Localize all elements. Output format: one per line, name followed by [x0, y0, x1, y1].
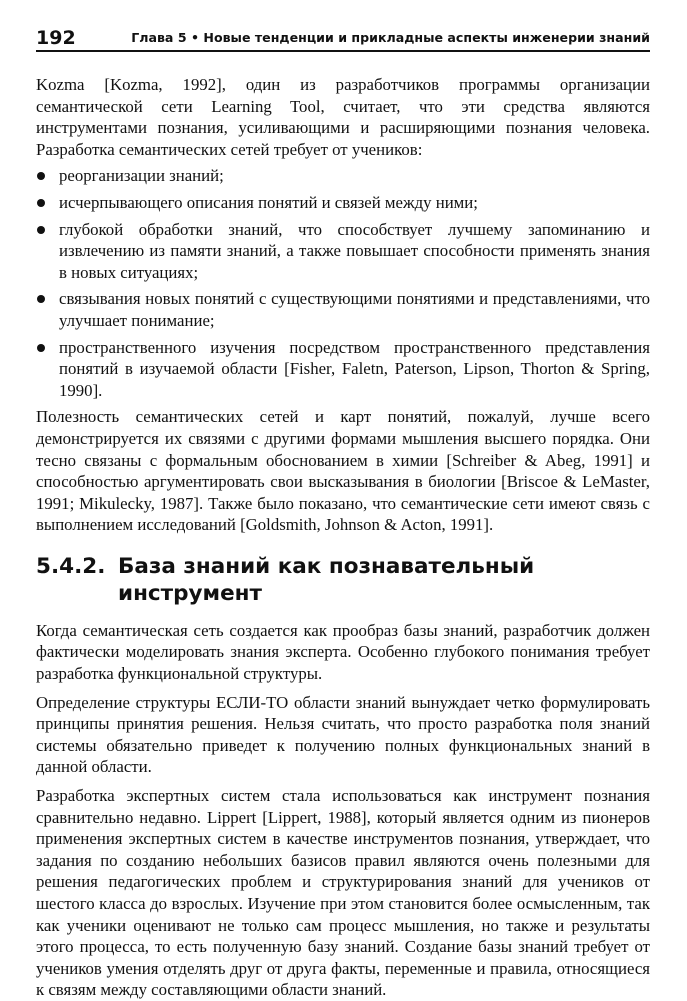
page-number: 192 [36, 27, 76, 49]
section-paragraph: Когда семантическая сеть создается как прообраз базы знаний, разработчик должен фактически моделировать знания эксперта. Особенно глубокого понимания требует разработка функциональной структуры. [36, 620, 650, 684]
running-header [36, 26, 650, 52]
list-item-text: пространственного изучения посредством пространственного представления понятий в изучаемой области [Fisher, Faletn, Paterson, Lipson, Thorton & Spring, 1990]. [59, 337, 650, 400]
section-title-line1: База знаний как познавательный [118, 553, 535, 579]
list-item [36, 337, 650, 402]
list-item-text: глубокой обработки знаний, что способствует лучшему запоминанию и извлечению из памяти знаний, а также повышает способности применять знания в новых ситуациях; [59, 219, 650, 282]
section-number: 5.4.2. [36, 553, 106, 579]
section-paragraph: Определение структуры ЕСЛИ-ТО области знаний вынуждает четко формулировать принципы принятия решения. Нельзя считать, что просто разработка поля знаний системы обязательно приведет к получению полных функциональных знаний в данной области. [36, 692, 650, 777]
list-item-text: реорганизации знаний; [59, 166, 224, 186]
list-item [36, 165, 650, 187]
list-item-text: исчерпывающего описания понятий и связей между ними; [59, 192, 478, 212]
bullet-icon [37, 344, 45, 352]
bullet-icon [37, 199, 45, 207]
intro-paragraph: Kozma [Kozma, 1992], один из разработчиков программы организации семантической сети Learning Tool, считает, что эти средства являются инструментами познания, усиливающими и расширяющими познания человека. Разработка семантических сетей требует от учеников: [36, 75, 650, 159]
section-paragraph: Разработка экспертных систем стала использоваться как инструмент познания сравнительно недавно. Lippert [Lippert, 1988], который является одним из пионеров применения экспертных систем в качестве инструментов познания, утверждает, что задания по созданию небольших базисов правил являются очень полезными для решения педагогических проблем и структурирования знаний для учеников от шестого класса до взрослых. Изучение при этом становится более осмысленным, так как ученики оценивают не только сам процесс мышления, но также и результаты этого процесса, то есть полученную базу знаний. Создание базы знаний требует от учеников умения отделять друг от друга факты, переменные и правила, относящиеся к связям между составляющими области знаний. [36, 786, 650, 1000]
list-item [36, 288, 650, 331]
list-item [36, 192, 650, 214]
bullet-list [36, 165, 650, 401]
post-list-paragraph: Полезность семантических сетей и карт понятий, пожалуй, лучше всего демонстрируется их связями с другими формами мышления высшего порядка. Они тесно связаны с формальным обоснованием в химии [Schreiber & Abeg, 1991] и способностью аргументировать свои высказывания в биологии [Briscoe & LeMaster, 1991; Mikulecky, 1987]. Также было показано, что семантические сети имеют связь с выполнением исследований [Goldsmith, Johnson & Acton, 1991]. [36, 407, 650, 535]
list-item-text: связывания новых понятий с существующими понятиями и представлениями, что улучшает понимание; [59, 289, 650, 330]
bullet-icon [37, 295, 45, 303]
page-body [36, 74, 650, 1001]
bullet-icon [37, 172, 45, 180]
bullet-icon [37, 226, 45, 234]
list-item [36, 219, 650, 284]
section-heading [36, 553, 650, 607]
chapter-title: Глава 5 • Новые тенденции и прикладные аспекты инженерии знаний [131, 30, 650, 45]
section-title-line2: инструмент [118, 580, 263, 606]
